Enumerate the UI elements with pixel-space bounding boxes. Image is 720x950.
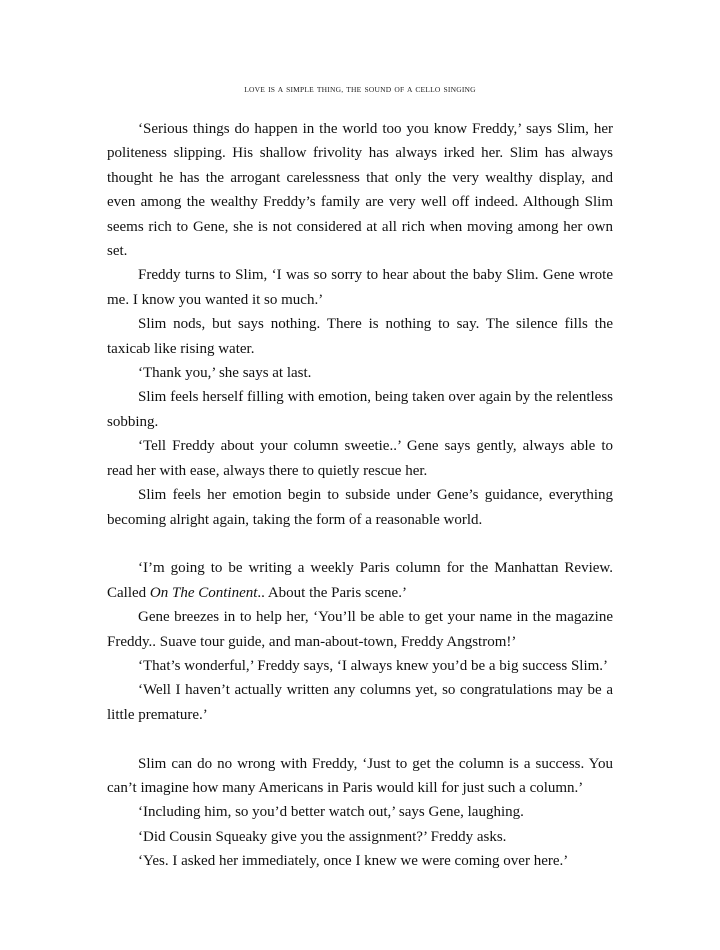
paragraph: ‘Yes. I asked her immediately, once I knew we were coming over here.’: [138, 853, 569, 870]
paragraph-text: .. About the Paris scene.’: [257, 584, 407, 601]
paragraph: Gene breezes in to help her, ‘You’ll be able to get your name in the magazine Freddy.. Suave tour guide, and man-about-town, Freddy Angstrom!’: [107, 609, 613, 650]
paragraph: ‘That’s wonderful,’ Freddy says, ‘I always knew you’d be a big success Slim.’: [138, 657, 609, 674]
paragraph: [107, 556, 613, 605]
section-gap: [107, 532, 613, 556]
paragraph: ‘Thank you,’ she says at last.: [138, 365, 312, 382]
paragraph-text: ‘I’m going to be writing a weekly Paris column for the Manhattan Review. Called: [107, 560, 613, 601]
paragraph: ‘Well I haven’t actually written any columns yet, so congratulations may be a little premature.’: [107, 682, 613, 723]
paragraph: ‘Serious things do happen in the world too you know Freddy,’ says Slim, her politeness slipping. His shallow frivolity has always irked her. Slim has always thought he has the arrogant carelessness that only the very wealthy display, and even among the wealthy Freddy’s family are very well off indeed. Although Slim seems rich to Gene, she is not considered at all rich when moving among her own set.: [107, 121, 613, 260]
paragraph: Slim nods, but says nothing. There is nothing to say. The silence fills the taxicab like rising water.: [107, 316, 613, 357]
column-title: On The Continent: [149, 584, 258, 601]
paragraph: ‘Did Cousin Squeaky give you the assignment?’ Freddy asks.: [138, 828, 507, 845]
paragraph: Slim feels her emotion begin to subside under Gene’s guidance, everything becoming alright again, taking the form of a reasonable world.: [107, 487, 613, 528]
body-text: [107, 117, 613, 874]
paragraph: ‘Including him, so you’d better watch out,’ says Gene, laughing.: [138, 804, 524, 821]
paragraph: ‘Tell Freddy about your column sweetie..’ Gene says gently, always able to read her with ease, always there to quietly rescue her.: [107, 438, 613, 479]
paragraph: Slim feels herself filling with emotion, being taken over again by the relentless sobbing.: [107, 389, 613, 430]
running-head: LOVE IS A SIMPLE THING, THE SOUND OF A CELLO SINGING: [244, 85, 476, 94]
section-gap: [107, 727, 613, 751]
paragraph: Slim can do no wrong with Freddy, ‘Just to get the column is a success. You can’t imagine how many Americans in Paris would kill for just such a column.’: [107, 755, 613, 796]
paragraph: Freddy turns to Slim, ‘I was so sorry to hear about the baby Slim. Gene wrote me. I know you wanted it so much.’: [107, 267, 613, 308]
